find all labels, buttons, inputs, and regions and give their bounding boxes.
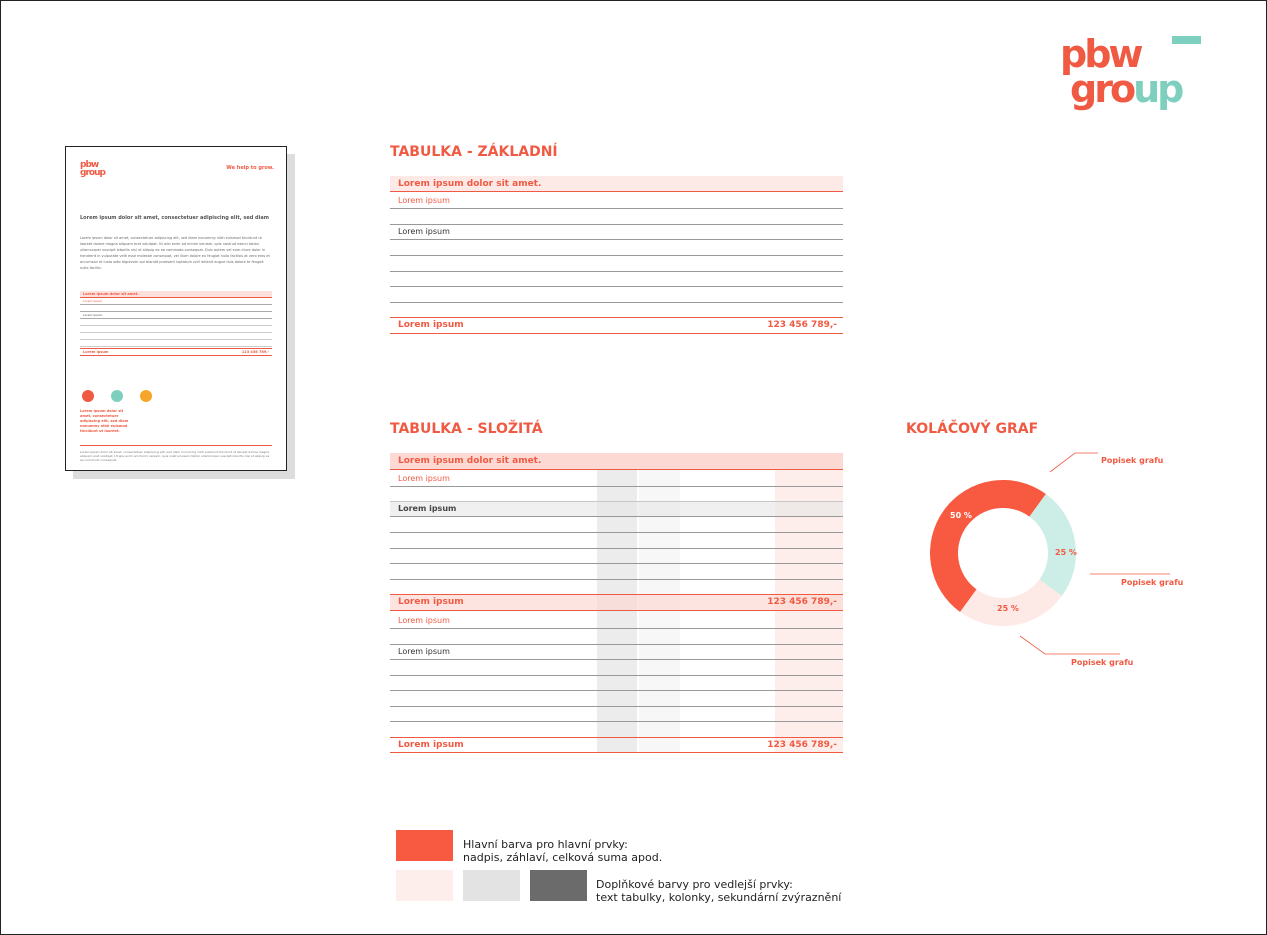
logo-bar	[1172, 36, 1201, 44]
pbw-group-logo	[1060, 32, 1205, 116]
legend-secondary-text: Doplňkové barvy pro vedlejší prvky: text tabulky, kolonky, sekundární zvýraznění	[596, 878, 842, 904]
complex-table-row	[390, 660, 843, 676]
pie-label-bottom: Popisek grafu	[1071, 658, 1134, 667]
basic-table-heading: TABULKA - ZÁKLADNÍ	[390, 144, 558, 160]
pie-label-top: Popisek grafu	[1101, 456, 1164, 465]
complex-table-row	[390, 486, 843, 502]
sum-label: Lorem ipsum	[398, 740, 464, 750]
swatch-light-grey	[463, 870, 520, 901]
basic-table-row	[390, 256, 843, 272]
sum-label: Lorem ipsum	[398, 320, 464, 330]
thumbnail-sum-row: Lorem ipsum 123 456 789,-	[80, 348, 272, 356]
swatch-light-pink	[396, 870, 453, 901]
complex-table-row	[390, 517, 843, 533]
basic-table-sum-row	[390, 317, 843, 334]
complex-table-heading: TABULKA - SLOŽITÁ	[390, 421, 543, 437]
thumbnail-row	[80, 305, 272, 312]
pie-chart	[880, 440, 1200, 680]
leader-line-top	[1050, 453, 1098, 472]
pie-percent-1: 50 %	[950, 511, 972, 520]
document-icon	[140, 390, 152, 402]
sum-label: Lorem ipsum	[398, 597, 464, 607]
thumbnail-row: Lorem ipsum	[80, 312, 272, 319]
basic-table-row	[390, 287, 843, 303]
leader-line-bottom	[1020, 636, 1120, 654]
sum-value: 123 456 789,-	[767, 597, 837, 607]
complex-table-sum-row	[390, 595, 843, 611]
complex-table-row	[390, 629, 843, 645]
pie-slice-3	[1029, 494, 1076, 596]
pie-percent-3: 25 %	[997, 604, 1019, 613]
complex-table-row	[390, 564, 843, 580]
complex-table-row	[390, 675, 843, 691]
pie-slice-2	[960, 579, 1062, 626]
complex-table-header: Lorem ipsum dolor sit amet.	[390, 453, 843, 470]
basic-table-row	[390, 209, 843, 225]
laptop-icon	[111, 390, 123, 402]
basic-table-row	[390, 240, 843, 256]
thumbnail-footer: Lorem ipsum dolor sit amet, consectetuer adipiscing elit, sed diam nonummy nibh euismod tincidunt ut laoreet dolore magna aliquam erat volutpat. Ut wisi enim ad minim veniam, quis nostrud exerci tation ullamcorper suscipit lobortis nisl ut aliquip ex ea commodo consequat.	[80, 445, 272, 462]
basic-table-header: Lorem ipsum dolor sit amet.	[390, 176, 843, 192]
pie-percent-2: 25 %	[1055, 548, 1077, 557]
thumbnail-row	[80, 319, 272, 326]
document-thumbnail	[65, 146, 287, 471]
thumbnail-row	[80, 326, 272, 333]
building-icon	[82, 390, 94, 402]
complex-table-row: Lorem ipsum	[390, 501, 843, 517]
logo-line2: group	[1070, 67, 1182, 111]
complex-table-row	[390, 706, 843, 722]
complex-table-sum-row	[390, 737, 843, 753]
complex-table-row: Lorem ipsum	[390, 471, 843, 487]
thumbnail-table-header: Lorem ipsum dolor sit amet.	[80, 291, 272, 298]
thumbnail-title: Lorem ipsum dolor sit amet, consectetuer adipiscing elit, sed diam	[80, 215, 269, 221]
complex-table-row: Lorem ipsum	[390, 613, 843, 629]
logo-line1: pbw	[1060, 32, 1141, 76]
sum-value: 123 456 789,-	[767, 740, 837, 750]
thumbnail-row: Lorem ipsum	[80, 298, 272, 305]
basic-table-row: Lorem ipsum	[390, 193, 843, 209]
pie-label-right: Popisek grafu	[1121, 578, 1184, 587]
basic-table-row	[390, 271, 843, 287]
thumbnail-row	[80, 333, 272, 340]
sum-value: 123 456 789,-	[767, 320, 837, 330]
thumbnail-red-text: Lorem ipsum dolor sit amet, consectetuer adipiscing elit, sed diam nonummy nibh euismod tincidunt ut laoreet.	[80, 409, 129, 433]
thumbnail-tagline: We help to grow.	[226, 165, 274, 171]
complex-table-row	[390, 548, 843, 564]
complex-table-row	[390, 579, 843, 595]
swatch-main	[396, 830, 453, 861]
legend-main-text: Hlavní barva pro hlavní prvky: nadpis, záhlaví, celková suma apod.	[463, 838, 663, 864]
complex-table-row	[390, 533, 843, 549]
thumbnail-logo: pbw group	[80, 160, 105, 178]
basic-table-row: Lorem ipsum	[390, 224, 843, 240]
complex-table-row	[390, 722, 843, 738]
thumbnail-row	[80, 340, 272, 347]
complex-table-row	[390, 691, 843, 707]
complex-table-row: Lorem ipsum	[390, 644, 843, 660]
swatch-dark-grey	[530, 870, 587, 901]
pie-chart-heading: KOLÁČOVÝ GRAF	[906, 421, 1039, 437]
thumbnail-paragraph: Lorem ipsum dolor sit amet, consectetuer adipiscing elit, sed diam nonummy nibh euismod tincidunt ut laoreet dolore magna aliquam erat volutpat. Ut wisi enim ad minim veniam, quis nostrud exerci tation ullamcorper suscipit lobortis nisl ut aliquip ex ea commodo consequat. Duis autem vel eum iriure dolor in hendrerit in vulputate velit esse molestie consequat, vel illum dolore eu feugiat nulla facilisis at vero eros et accumsan et iusto odio dignissim qui blandit praesent luptatum zzril delenit augue duis dolore te feugait nulla facilisi.	[80, 236, 270, 270]
